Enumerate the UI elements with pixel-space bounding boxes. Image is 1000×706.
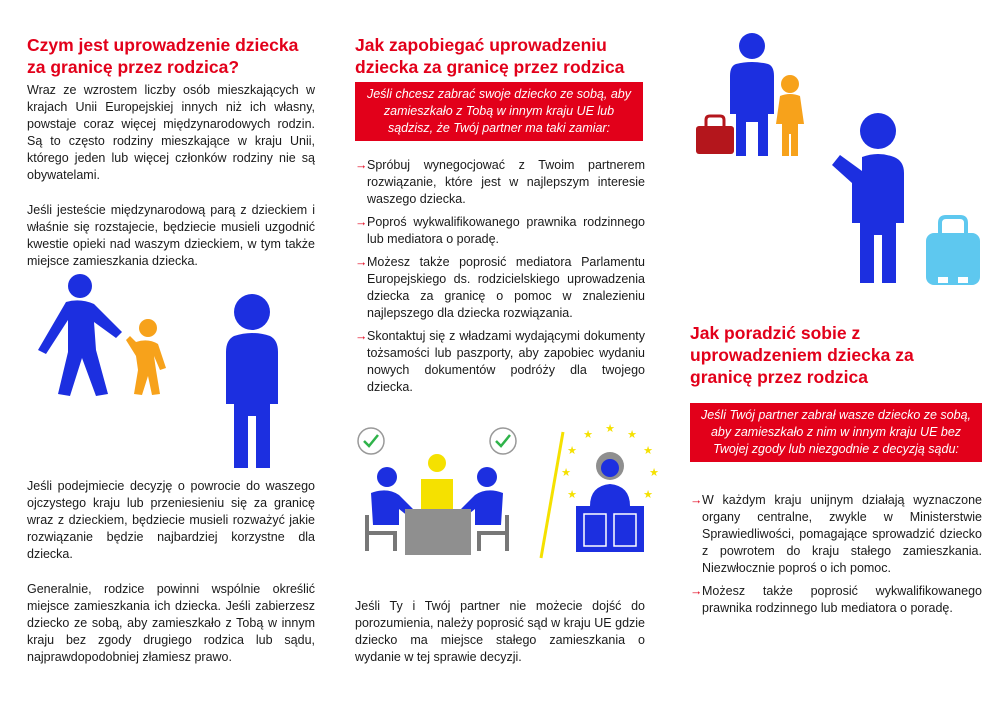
family-with-luggage-icon bbox=[690, 30, 820, 160]
col1-paragraph-1: Wraz ze wzrostem liczby osób mieszkających w krajach Unii Europejskiej innych niż ich własny, powstaje coraz więcej międzynarodowych rodzin. Są to często rodziny mieszkające w kraju Unii, którego jeden lub więcej członków rodziny nie są obywatelami. bbox=[27, 83, 315, 182]
col1-paragraph-4: Generalnie, rodzice powinni wspólnie określić miejsce zamieszkania ich dziecka. Jeśli zabierzesz dziecko ze sobą, aby zamieszkało z Tobą w innym kraju bez zgody drugiego rodzica lub sądu, najprawdopodobniej złamiesz prawo. bbox=[27, 582, 315, 664]
col3-heading: Jak poradzić sobie z uprowadzeniem dziecka za granicę przez rodzica bbox=[690, 323, 914, 387]
list-item: → Poproś wykwalifikowanego prawnika rodzinnego lub mediatora o poradę. bbox=[355, 215, 645, 246]
col2-info-box: Jeśli chcesz zabrać swoje dziecko ze sobą, aby zamieszkało z Tobą w innym kraju UE lub sądzisz, że Twój partner ma taki zamiar: bbox=[355, 82, 643, 141]
svg-text:★: ★ bbox=[567, 488, 577, 501]
list-item: → Skontaktuj się z władzami wydającymi dokumenty tożsamości lub paszporty, aby zapobiec wydaniu nowych dokumentów podróży dla twojego dziecka. bbox=[355, 329, 645, 394]
arrow-icon: → bbox=[355, 329, 368, 343]
svg-text:★: ★ bbox=[583, 428, 593, 441]
col3-info-box: Jeśli Twój partner zabrał wasze dziecko ze sobą, aby zamieszkało z nim w innym kraju UE bez Twojej zgody lub niezgodnie z decyzją sądu: bbox=[690, 403, 982, 462]
mediation-meeting-icon bbox=[355, 425, 540, 560]
arrow-icon: → bbox=[355, 255, 368, 269]
col3-list bbox=[690, 492, 982, 623]
person-with-suitcase-icon bbox=[828, 105, 988, 290]
svg-text:★: ★ bbox=[627, 428, 637, 441]
list-item: → Spróbuj wynegocjować z Twoim partnerem rozwiązanie, które jest w najlepszym interesie waszego dziecka. bbox=[355, 158, 645, 206]
eu-mediator-icon bbox=[560, 420, 660, 555]
parent-with-child-icon bbox=[30, 270, 170, 400]
col2-list bbox=[355, 157, 645, 402]
svg-text:★: ★ bbox=[561, 466, 571, 479]
list-item: → Możesz także poprosić wykwalifikowanego prawnika rodzinnego lub mediatora o poradę. bbox=[690, 584, 982, 615]
svg-text:★: ★ bbox=[567, 444, 577, 457]
standing-person-icon bbox=[212, 292, 292, 472]
arrow-icon: → bbox=[355, 215, 368, 229]
list-item: → Możesz także poprosić mediatora Parlamentu Europejskiego ds. rodzicielskiego uprowadzenia dziecka za granicę o pomoc w znalezieniu najlepszego dla dziecka rozwiązania. bbox=[355, 255, 645, 320]
col1-paragraph-3: Jeśli podejmiecie decyzję o powrocie do waszego ojczystego kraju lub przeniesieniu się za granicę wraz z dzieckiem, będziecie musieli rozważyć jakie rozwiązanie będzie najbardziej korzystne dla dziecka. bbox=[27, 479, 315, 561]
list-item: → W każdym kraju unijnym działają wyznaczone organy centralne, zwykle w Ministerstwie Sprawiedliwości, pomagające sprowadzić dziecko z powrotem do kraju stałego zamieszkania. Niezwłocznie poproś o ich pomoc. bbox=[690, 493, 982, 575]
svg-text:★: ★ bbox=[649, 466, 659, 479]
arrow-icon: → bbox=[690, 493, 703, 507]
col1-heading: Czym jest uprowadzenie dziecka za granicę przez rodzica? bbox=[27, 35, 299, 77]
arrow-icon: → bbox=[355, 158, 368, 172]
col1-paragraph-2: Jeśli jesteście międzynarodową parą z dzieckiem i właśnie się rozstajecie, będziecie musieli uzgodnić kwestie opieki nad waszym dzieckiem, w tym także miejsce zamieszkania dziecka. bbox=[27, 203, 315, 268]
col2-heading: Jak zapobiegać uprowadzeniu dziecka za granicę przez rodzica bbox=[355, 35, 625, 77]
svg-text:★: ★ bbox=[643, 444, 653, 457]
col2-paragraph-bottom: Jeśli Ty i Twój partner nie możecie dojść do porozumienia, należy poprosić sąd w kraju UE gdzie dziecko ma miejsce stałego zamieszkania o wydanie w tej sprawie decyzji. bbox=[355, 599, 645, 664]
svg-text:★: ★ bbox=[605, 422, 615, 435]
svg-text:★: ★ bbox=[643, 488, 653, 501]
arrow-icon: → bbox=[690, 584, 703, 598]
